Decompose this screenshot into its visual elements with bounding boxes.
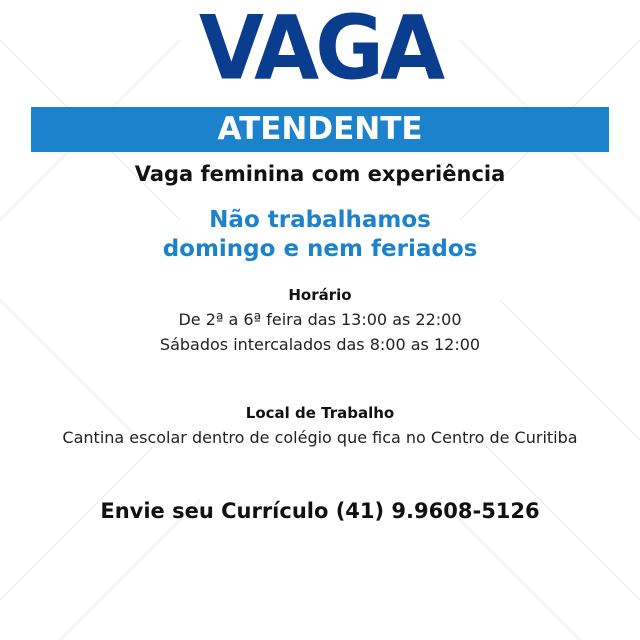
schedule-line-weekdays: De 2ª a 6ª feira das 13:00 as 22:00 [178, 310, 462, 329]
location-heading: Local de Trabalho [245, 404, 395, 422]
position-banner-label: ATENDENTE [217, 111, 423, 147]
schedule-heading: Horário [288, 286, 352, 304]
highlight-line-1: Não trabalhamos [209, 207, 431, 233]
contact-line: Envie seu Currículo (41) 9.9608-5126 [100, 499, 540, 523]
highlight-notice [0, 206, 640, 264]
position-banner [31, 107, 609, 152]
job-subtitle: Vaga feminina com experiência [134, 162, 506, 186]
poster-title: VAGA [198, 0, 442, 100]
highlight-line-2: domingo e nem feriados [162, 236, 478, 262]
location-text: Cantina escolar dentro de colégio que fica no Centro de Curitiba [62, 428, 578, 447]
schedule-line-saturdays: Sábados intercalados das 8:00 as 12:00 [159, 335, 481, 354]
